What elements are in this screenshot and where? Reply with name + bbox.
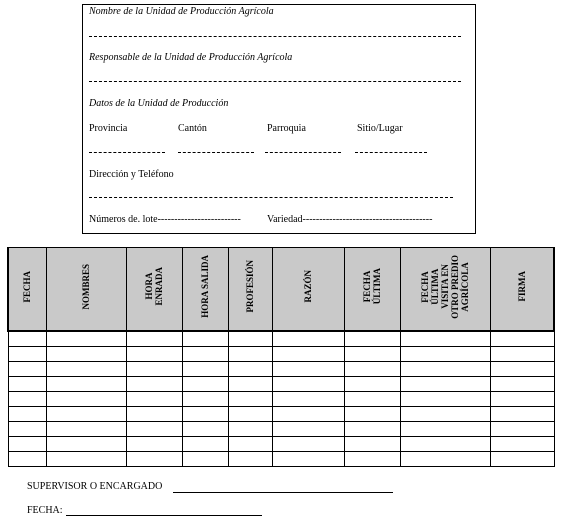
unit-name-label: Nombre de la Unidad de Producción Agrícola <box>89 6 274 17</box>
responsible-field[interactable] <box>89 81 461 82</box>
table-cell[interactable] <box>344 407 400 422</box>
table-cell[interactable] <box>400 392 490 407</box>
provincia-label: Provincia <box>89 123 128 134</box>
table-cell[interactable] <box>272 407 344 422</box>
table-cell[interactable] <box>272 331 344 347</box>
provincia-field[interactable] <box>89 152 165 153</box>
table-row <box>8 331 554 347</box>
table-cell[interactable] <box>400 452 490 467</box>
table-cell[interactable] <box>126 437 182 452</box>
table-cell[interactable] <box>182 362 228 377</box>
table-cell[interactable] <box>344 331 400 347</box>
table-cell[interactable] <box>46 347 126 362</box>
table-cell[interactable] <box>46 392 126 407</box>
table-cell[interactable] <box>272 452 344 467</box>
unit-data-label: Datos de la Unidad de Producción <box>89 98 229 109</box>
table-cell[interactable] <box>490 347 554 362</box>
table-cell[interactable] <box>46 437 126 452</box>
table-row <box>8 362 554 377</box>
lote-label: Números de. lote------------------------- <box>89 214 241 225</box>
table-cell[interactable] <box>490 392 554 407</box>
table-row <box>8 422 554 437</box>
table-cell[interactable] <box>228 437 272 452</box>
table-row <box>8 407 554 422</box>
sitio-label: Sitio/Lugar <box>357 123 403 134</box>
table-cell[interactable] <box>344 377 400 392</box>
table-cell[interactable] <box>8 347 46 362</box>
header-fecha-ultima: FECHA ÚLTIMA <box>344 248 400 332</box>
table-cell[interactable] <box>228 347 272 362</box>
table-cell[interactable] <box>272 377 344 392</box>
table-cell[interactable] <box>400 331 490 347</box>
visitor-log-table <box>7 247 555 467</box>
table-cell[interactable] <box>8 362 46 377</box>
table-cell[interactable] <box>490 437 554 452</box>
direccion-label: Dirección y Teléfono <box>89 169 174 180</box>
table-cell[interactable] <box>490 452 554 467</box>
supervisor-signature-line[interactable] <box>173 492 393 493</box>
table-cell[interactable] <box>400 347 490 362</box>
table-cell[interactable] <box>126 407 182 422</box>
header-hora-entrada: HORA ENRADA <box>126 248 182 332</box>
canton-label: Cantón <box>178 123 207 134</box>
table-cell[interactable] <box>8 452 46 467</box>
sitio-field[interactable] <box>355 152 427 153</box>
table-cell[interactable] <box>490 331 554 347</box>
table-cell[interactable] <box>126 331 182 347</box>
table-cell[interactable] <box>182 422 228 437</box>
canton-field[interactable] <box>178 152 254 153</box>
table-cell[interactable] <box>490 422 554 437</box>
parroquia-field[interactable] <box>265 152 341 153</box>
table-cell[interactable] <box>228 331 272 347</box>
table-cell[interactable] <box>344 437 400 452</box>
table-cell[interactable] <box>344 422 400 437</box>
header-hora-salida: HORA SALIDA <box>182 248 228 332</box>
table-cell[interactable] <box>46 377 126 392</box>
table-cell[interactable] <box>126 347 182 362</box>
responsible-label: Responsable de la Unidad de Producción Agrícola <box>89 52 293 63</box>
table-cell[interactable] <box>400 362 490 377</box>
table-cell[interactable] <box>272 347 344 362</box>
table-cell[interactable] <box>400 437 490 452</box>
table-cell[interactable] <box>228 392 272 407</box>
table-cell[interactable] <box>228 422 272 437</box>
table-cell[interactable] <box>272 437 344 452</box>
header-razon: RAZÓN <box>272 248 344 332</box>
farm-info-box <box>82 4 476 234</box>
table-cell[interactable] <box>344 392 400 407</box>
table-cell[interactable] <box>8 422 46 437</box>
table-row <box>8 377 554 392</box>
direccion-field[interactable] <box>89 197 453 198</box>
table-cell[interactable] <box>182 347 228 362</box>
table-cell[interactable] <box>8 377 46 392</box>
table-cell[interactable] <box>46 407 126 422</box>
table-cell[interactable] <box>126 392 182 407</box>
table-cell[interactable] <box>490 407 554 422</box>
table-cell[interactable] <box>344 347 400 362</box>
header-fecha-ultima-visita: FECHA ÚLTIMA VISITA EN OTRO PREDIO AGRÍCOLA <box>400 248 490 332</box>
table-cell[interactable] <box>228 377 272 392</box>
table-cell[interactable] <box>126 452 182 467</box>
header-nombres: NOMBRES <box>46 248 126 332</box>
header-fecha: FECHA <box>8 248 46 332</box>
table-cell[interactable] <box>182 407 228 422</box>
table-row <box>8 347 554 362</box>
table-cell[interactable] <box>182 437 228 452</box>
table-cell[interactable] <box>490 362 554 377</box>
table-cell[interactable] <box>8 437 46 452</box>
table-cell[interactable] <box>182 392 228 407</box>
variedad-label: Variedad--------------------------------------- <box>267 214 433 225</box>
table-cell[interactable] <box>46 362 126 377</box>
table-cell[interactable] <box>126 422 182 437</box>
table-row <box>8 392 554 407</box>
table-cell[interactable] <box>126 362 182 377</box>
table-cell[interactable] <box>490 377 554 392</box>
table-cell[interactable] <box>344 362 400 377</box>
table-cell[interactable] <box>46 331 126 347</box>
table-cell[interactable] <box>400 422 490 437</box>
table-cell[interactable] <box>228 362 272 377</box>
table-cell[interactable] <box>8 407 46 422</box>
table-cell[interactable] <box>8 392 46 407</box>
table-header-row <box>8 248 554 332</box>
table-cell[interactable] <box>272 422 344 437</box>
table-cell[interactable] <box>182 377 228 392</box>
table-row <box>8 437 554 452</box>
table-cell[interactable] <box>182 452 228 467</box>
fecha-footer-line[interactable] <box>66 515 262 516</box>
fecha-footer-label: FECHA: <box>27 505 63 516</box>
table-cell[interactable] <box>228 407 272 422</box>
table-cell[interactable] <box>46 422 126 437</box>
table-cell[interactable] <box>126 377 182 392</box>
table-cell[interactable] <box>344 452 400 467</box>
header-profesion: PROFESIÓN <box>228 248 272 332</box>
table-cell[interactable] <box>272 392 344 407</box>
parroquia-label: Parroquia <box>267 123 306 134</box>
table-row <box>8 452 554 467</box>
table-cell[interactable] <box>182 331 228 347</box>
unit-name-field[interactable] <box>89 36 461 37</box>
table-cell[interactable] <box>8 331 46 347</box>
table-cell[interactable] <box>46 452 126 467</box>
supervisor-label: SUPERVISOR O ENCARGADO <box>27 481 163 492</box>
table-cell[interactable] <box>400 377 490 392</box>
table-cell[interactable] <box>272 362 344 377</box>
table-cell[interactable] <box>400 407 490 422</box>
table-cell[interactable] <box>228 452 272 467</box>
header-firma: FIRMA <box>490 248 554 332</box>
